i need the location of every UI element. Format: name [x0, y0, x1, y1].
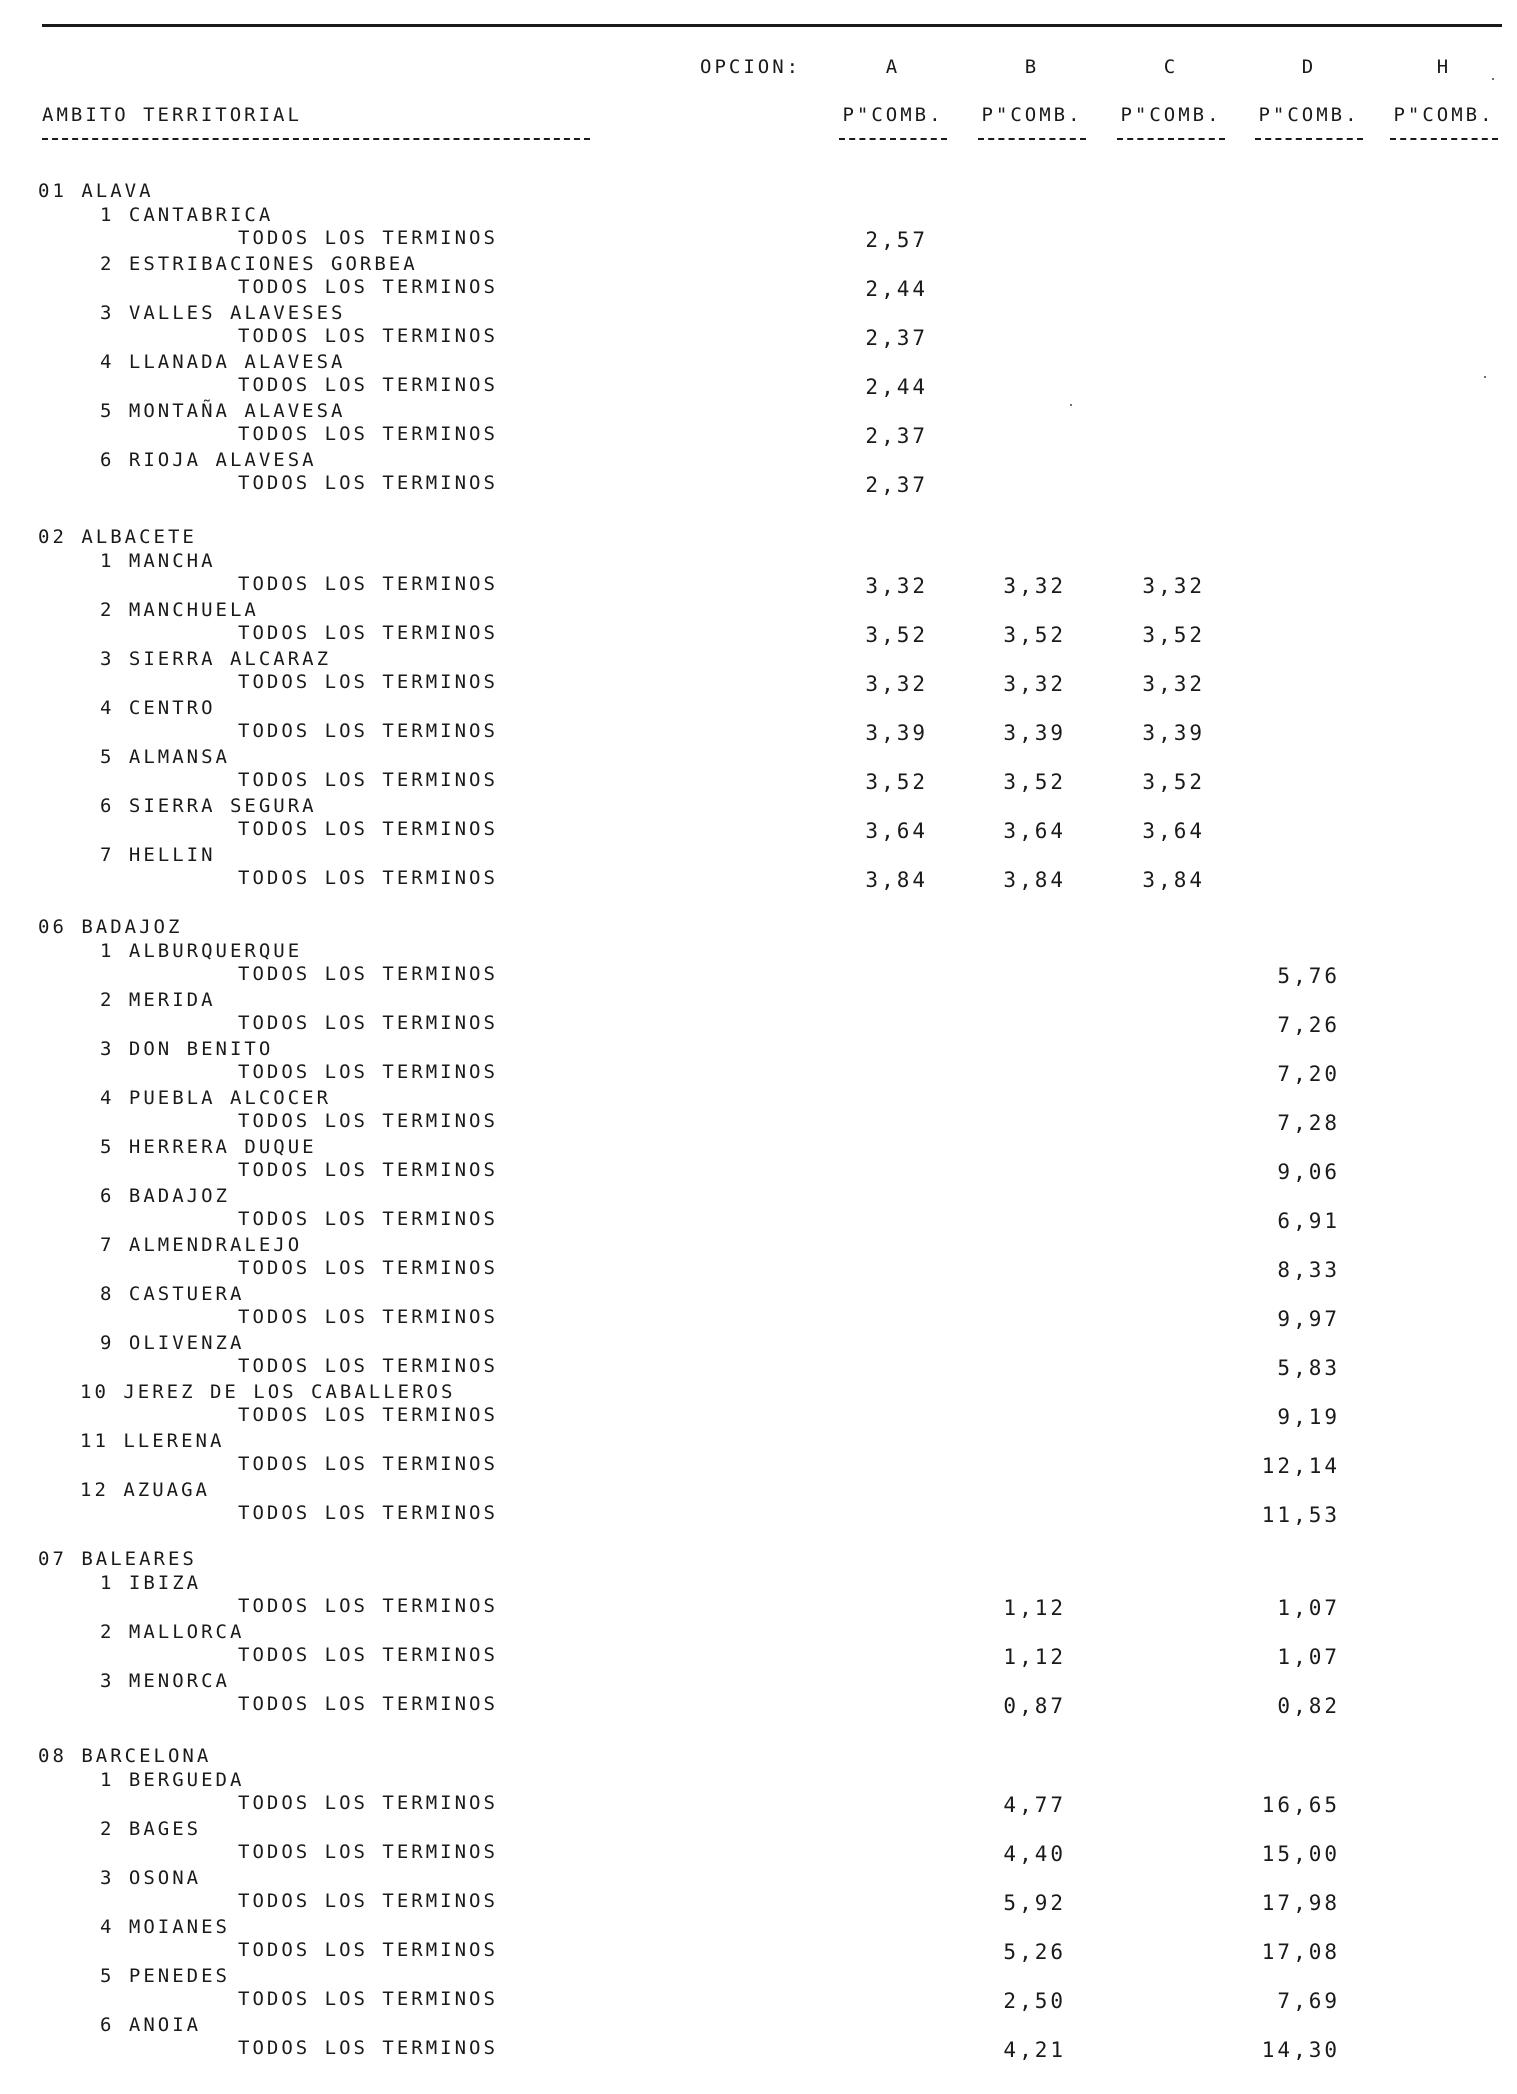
value-cell-c: 3,64 [1142, 819, 1205, 843]
value-cell-b: 3,52 [1003, 770, 1066, 794]
value-cell-c: 3,32 [1142, 672, 1205, 696]
value-cell-d: 11,53 [1261, 1503, 1340, 1527]
column-subheader-c: P"COMB. [1120, 104, 1222, 126]
value-cell-c: 3,52 [1142, 623, 1205, 647]
comarca-name: 1 BERGUEDA [100, 1769, 245, 1791]
comarca-name: 3 OSONA [100, 1867, 202, 1889]
comarca-name: 4 CENTRO [100, 697, 216, 719]
scan-speck [1484, 376, 1486, 378]
comarca-name: 7 HELLIN [100, 844, 216, 866]
value-cell-d: 7,69 [1277, 1989, 1340, 2013]
column-underline [978, 138, 1086, 140]
term-label: TODOS LOS TERMINOS [238, 622, 498, 644]
province-heading: 01 ALAVA [38, 180, 154, 202]
comarca-name: 2 MERIDA [100, 989, 216, 1011]
opcion-label: OPCION: [700, 56, 802, 78]
comarca-name: 3 SIERRA ALCARAZ [100, 648, 332, 670]
comarca-name: 6 BADAJOZ [100, 1185, 230, 1207]
value-cell-d: 8,33 [1277, 1258, 1340, 1282]
value-cell-d: 17,08 [1261, 1940, 1340, 1964]
term-label: TODOS LOS TERMINOS [238, 1841, 498, 1863]
comarca-name: 6 SIERRA SEGURA [100, 795, 317, 817]
value-cell-b: 4,40 [1003, 1842, 1066, 1866]
comarca-name: 4 PUEBLA ALCOCER [100, 1087, 332, 1109]
value-cell-a: 3,64 [865, 819, 928, 843]
term-label: TODOS LOS TERMINOS [238, 573, 498, 595]
term-label: TODOS LOS TERMINOS [238, 1792, 498, 1814]
scan-speck [1492, 78, 1494, 80]
column-subheader-a: P"COMB. [842, 104, 944, 126]
term-label: TODOS LOS TERMINOS [238, 1502, 498, 1524]
term-label: TODOS LOS TERMINOS [238, 867, 498, 889]
comarca-name: 6 RIOJA ALAVESA [100, 449, 317, 471]
value-cell-b: 1,12 [1003, 1645, 1066, 1669]
column-subheader-b: P"COMB. [981, 104, 1083, 126]
term-label: TODOS LOS TERMINOS [238, 963, 498, 985]
value-cell-d: 9,19 [1277, 1405, 1340, 1429]
comarca-name: 5 HERRERA DUQUE [100, 1136, 317, 1158]
column-underline [839, 138, 947, 140]
column-letter-a: A [885, 56, 901, 78]
value-cell-d: 1,07 [1277, 1645, 1340, 1669]
value-cell-c: 3,84 [1142, 868, 1205, 892]
term-label: TODOS LOS TERMINOS [238, 1208, 498, 1230]
ambito-underline [42, 138, 590, 140]
value-cell-a: 2,37 [865, 424, 928, 448]
comarca-name: 4 LLANADA ALAVESA [100, 351, 346, 373]
comarca-name: 3 DON BENITO [100, 1038, 274, 1060]
term-label: TODOS LOS TERMINOS [238, 1159, 498, 1181]
term-label: TODOS LOS TERMINOS [238, 374, 498, 396]
value-cell-d: 5,76 [1277, 964, 1340, 988]
term-label: TODOS LOS TERMINOS [238, 276, 498, 298]
value-cell-d: 1,07 [1277, 1596, 1340, 1620]
term-label: TODOS LOS TERMINOS [238, 1012, 498, 1034]
value-cell-d: 9,06 [1277, 1160, 1340, 1184]
comarca-name: 9 OLIVENZA [100, 1332, 245, 1354]
column-subheader-d: P"COMB. [1258, 104, 1360, 126]
scan-speck [1070, 404, 1072, 406]
value-cell-a: 3,39 [865, 721, 928, 745]
term-label: TODOS LOS TERMINOS [238, 1693, 498, 1715]
term-label: TODOS LOS TERMINOS [238, 2037, 498, 2059]
term-label: TODOS LOS TERMINOS [238, 1404, 498, 1426]
term-label: TODOS LOS TERMINOS [238, 227, 498, 249]
value-cell-d: 7,20 [1277, 1062, 1340, 1086]
term-label: TODOS LOS TERMINOS [238, 1355, 498, 1377]
value-cell-b: 1,12 [1003, 1596, 1066, 1620]
comarca-name: 1 ALBURQUERQUE [100, 940, 303, 962]
value-cell-b: 3,52 [1003, 623, 1066, 647]
comarca-name: 10 JEREZ DE LOS CABALLEROS [80, 1381, 456, 1403]
column-letter-c: C [1163, 56, 1179, 78]
comarca-name: 1 IBIZA [100, 1572, 202, 1594]
comarca-name: 5 ALMANSA [100, 746, 230, 768]
term-label: TODOS LOS TERMINOS [238, 1595, 498, 1617]
value-cell-b: 3,39 [1003, 721, 1066, 745]
value-cell-b: 5,26 [1003, 1940, 1066, 1964]
value-cell-a: 3,84 [865, 868, 928, 892]
value-cell-c: 3,52 [1142, 770, 1205, 794]
comarca-name: 8 CASTUERA [100, 1283, 245, 1305]
value-cell-a: 2,37 [865, 326, 928, 350]
comarca-name: 2 BAGES [100, 1818, 202, 1840]
column-underline [1390, 138, 1498, 140]
value-cell-d: 6,91 [1277, 1209, 1340, 1233]
value-cell-a: 3,52 [865, 770, 928, 794]
value-cell-b: 3,32 [1003, 672, 1066, 696]
value-cell-d: 0,82 [1277, 1694, 1340, 1718]
column-letter-h: H [1436, 56, 1452, 78]
term-label: TODOS LOS TERMINOS [238, 1257, 498, 1279]
term-label: TODOS LOS TERMINOS [238, 720, 498, 742]
value-cell-a: 3,52 [865, 623, 928, 647]
value-cell-b: 3,64 [1003, 819, 1066, 843]
term-label: TODOS LOS TERMINOS [238, 472, 498, 494]
value-cell-b: 3,32 [1003, 574, 1066, 598]
comarca-name: 7 ALMENDRALEJO [100, 1234, 303, 1256]
term-label: TODOS LOS TERMINOS [238, 1988, 498, 2010]
ambito-territorial-label: AMBITO TERRITORIAL [42, 104, 302, 126]
comarca-name: 11 LLERENA [80, 1430, 225, 1452]
value-cell-a: 2,44 [865, 375, 928, 399]
comarca-name: 1 CANTABRICA [100, 204, 274, 226]
term-label: TODOS LOS TERMINOS [238, 671, 498, 693]
value-cell-d: 12,14 [1261, 1454, 1340, 1478]
comarca-name: 1 MANCHA [100, 550, 216, 572]
value-cell-d: 7,28 [1277, 1111, 1340, 1135]
value-cell-b: 4,21 [1003, 2038, 1066, 2062]
value-cell-b: 0,87 [1003, 1694, 1066, 1718]
value-cell-d: 9,97 [1277, 1307, 1340, 1331]
term-label: TODOS LOS TERMINOS [238, 818, 498, 840]
comarca-name: 12 AZUAGA [80, 1479, 210, 1501]
province-heading: 06 BADAJOZ [38, 916, 183, 938]
term-label: TODOS LOS TERMINOS [238, 325, 498, 347]
comarca-name: 3 MENORCA [100, 1670, 230, 1692]
term-label: TODOS LOS TERMINOS [238, 1306, 498, 1328]
term-label: TODOS LOS TERMINOS [238, 1644, 498, 1666]
value-cell-b: 5,92 [1003, 1891, 1066, 1915]
comarca-name: 6 ANOIA [100, 2014, 202, 2036]
value-cell-b: 4,77 [1003, 1793, 1066, 1817]
value-cell-a: 2,57 [865, 228, 928, 252]
value-cell-b: 2,50 [1003, 1989, 1066, 2013]
value-cell-a: 2,44 [865, 277, 928, 301]
province-heading: 08 BARCELONA [38, 1745, 212, 1767]
value-cell-d: 14,30 [1261, 2038, 1340, 2062]
value-cell-d: 5,83 [1277, 1356, 1340, 1380]
value-cell-a: 3,32 [865, 574, 928, 598]
value-cell-c: 3,32 [1142, 574, 1205, 598]
term-label: TODOS LOS TERMINOS [238, 769, 498, 791]
comarca-name: 5 MONTAÑA ALAVESA [100, 400, 346, 422]
column-letter-b: B [1024, 56, 1040, 78]
value-cell-d: 16,65 [1261, 1793, 1340, 1817]
value-cell-a: 3,32 [865, 672, 928, 696]
term-label: TODOS LOS TERMINOS [238, 1939, 498, 1961]
column-subheader-h: P"COMB. [1393, 104, 1495, 126]
term-label: TODOS LOS TERMINOS [238, 1061, 498, 1083]
comarca-name: 4 MOIANES [100, 1916, 230, 1938]
province-heading: 07 BALEARES [38, 1548, 197, 1570]
term-label: TODOS LOS TERMINOS [238, 1890, 498, 1912]
comarca-name: 2 ESTRIBACIONES GORBEA [100, 253, 418, 275]
value-cell-d: 15,00 [1261, 1842, 1340, 1866]
value-cell-b: 3,84 [1003, 868, 1066, 892]
value-cell-d: 17,98 [1261, 1891, 1340, 1915]
column-letter-d: D [1301, 56, 1317, 78]
term-label: TODOS LOS TERMINOS [238, 423, 498, 445]
value-cell-a: 2,37 [865, 473, 928, 497]
comarca-name: 2 MALLORCA [100, 1621, 245, 1643]
province-heading: 02 ALBACETE [38, 526, 197, 548]
comarca-name: 3 VALLES ALAVESES [100, 302, 346, 324]
value-cell-d: 7,26 [1277, 1013, 1340, 1037]
column-underline [1255, 138, 1363, 140]
comarca-name: 5 PENEDES [100, 1965, 230, 1987]
comarca-name: 2 MANCHUELA [100, 599, 259, 621]
top-rule [42, 24, 1502, 27]
term-label: TODOS LOS TERMINOS [238, 1110, 498, 1132]
value-cell-c: 3,39 [1142, 721, 1205, 745]
term-label: TODOS LOS TERMINOS [238, 1453, 498, 1475]
column-underline [1117, 138, 1225, 140]
